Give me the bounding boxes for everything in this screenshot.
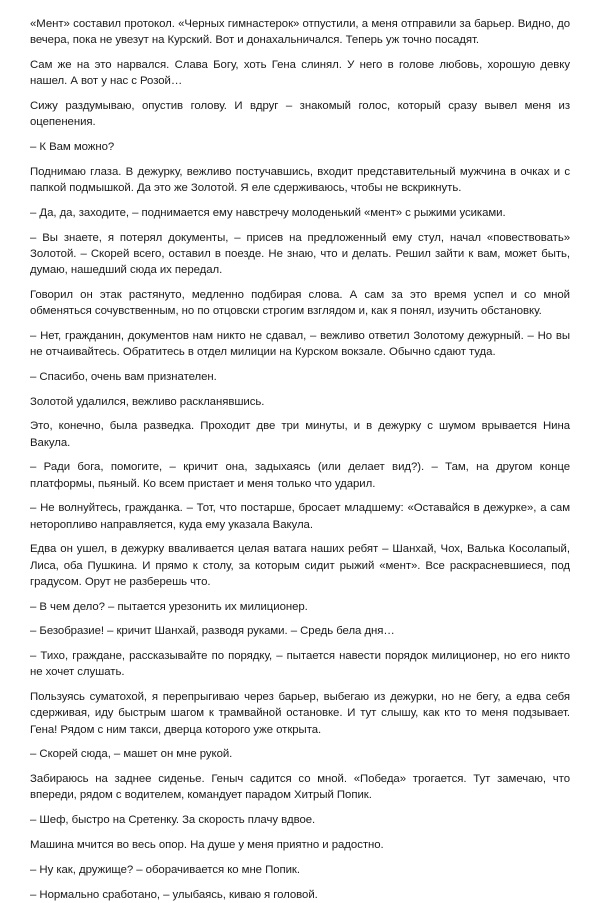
paragraph: – Безобразие! – кричит Шанхай, разводя руками. – Средь бела дня… [30,625,395,638]
paragraph: – Шеф, быстро на Сретенку. За скорость плачу вдвое. [30,814,316,827]
paragraph: – Ради бога, помогите, – кричит она, задыхаясь (или делает вид?). – Там, на другом конце платформы, пьяный. Ко всем пристает и меня только что ударил. [30,461,570,490]
paragraph: – Спасибо, очень вам признателен. [30,370,217,383]
paragraph: – Нет, гражданин, документов нам никто не сдавал, – вежливо ответил Золотому дежурный. – Но вы не отчаивайтесь. Обратитесь в отдел милиции на Курском вокзале. Обычно сдают туда. [30,329,570,358]
paragraph: Говорил он этак растянуто, медленно подбирая слова. А сам за это время успел и со мной обменяться сочувственным, но по отцовски строгим взглядом и, как я понял, изучить обстановку. [30,288,570,317]
paragraph: Золотой удалился, вежливо раскланявшись. [30,395,265,408]
paragraph: – В чем дело? – пытается урезонить их милиционер. [30,600,308,613]
paragraph: – К Вам можно? [30,141,115,153]
paragraph: – Вы знаете, я потерял документы, – присев на предложенный ему стул, начал «повествовать» Золотой. – Скорей всего, оставил в поезде. Не знаю, что и делать. Решил зайти к вам, может быть, думаю, нашедший сюда их передал. [30,231,570,276]
paragraph: Едва он ушел, в дежурку вваливается целая ватага наших ребят – Шанхай, Чох, Валька Косолапый, Лиса, оба Пушкина. И прямо к столу, за которым сидит рыжий «мент». Все раскрасневшиеся, под градусом. Орут не разберешь что. [30,543,570,588]
paragraph: – Тихо, граждане, рассказывайте по порядку, – пытается навести порядок милиционер, но его никто не хочет слушать. [30,650,570,679]
paragraph: Сам же на это нарвался. Слава Богу, хоть Гена слинял. У него в голове любовь, хорошую девку нашел. А вот у нас с Розой… [30,59,570,88]
paragraph: – Да, да, заходите, – поднимается ему навстречу молоденький «мент» с рыжими усиками. [30,206,506,219]
paragraph: «Мент» составил протокол. «Черных гимнастерок» отпустили, а меня отправили за барьер. Видно, до вечера, пока не увезут на Курский. Вот и донахальничался. Теперь уж точно посадят. [30,18,570,47]
paragraph: Это, конечно, была разведка. Проходит две три минуты, и в дежурку с шумом врывается Нина Вакула. [30,420,570,449]
paragraph: Сижу раздумываю, опустив голову. И вдруг – знакомый голос, который сразу вывел меня из оцепенения. [30,100,570,129]
paragraph: – Нормально сработано, – улыбаясь, киваю я головой. [30,888,318,901]
paragraph: – Не волнуйтесь, гражданка. – Тот, что постарше, бросает младшему: «Оставайся в дежурке», а сам неторопливо направляется, куда ему указала Вакула. [30,502,570,531]
paragraph: Поднимаю глаза. В дежурку, вежливо постучавшись, входит представительный мужчина в очках и с папкой подмышкой. Да это же Золотой. Я еле сдерживаюсь, чтобы не вскрикнуть. [30,165,570,194]
paragraph: – Ну как, дружище? – оборачивается ко мне Попик. [30,863,300,876]
paragraph: – Скорей сюда, – машет он мне рукой. [30,748,233,761]
paragraph: Пользуясь суматохой, я перепрыгиваю через барьер, выбегаю из дежурки, но не бегу, а едва себя сдерживая, иду быстрым шагом к трамвайной остановке. И тут слышу, как кто то меня подзывает. Гена! Рядом с ним такси, дверца которого уже открыта. [30,691,570,736]
paragraph: Забираюсь на заднее сиденье. Геныч садится со мной. «Победа» трогается. Тут замечаю, что впереди, рядом с водителем, командует парадом Хитрый Попик. [30,773,570,802]
paragraph: Машина мчится во весь опор. На душе у меня приятно и радостно. [30,838,384,851]
